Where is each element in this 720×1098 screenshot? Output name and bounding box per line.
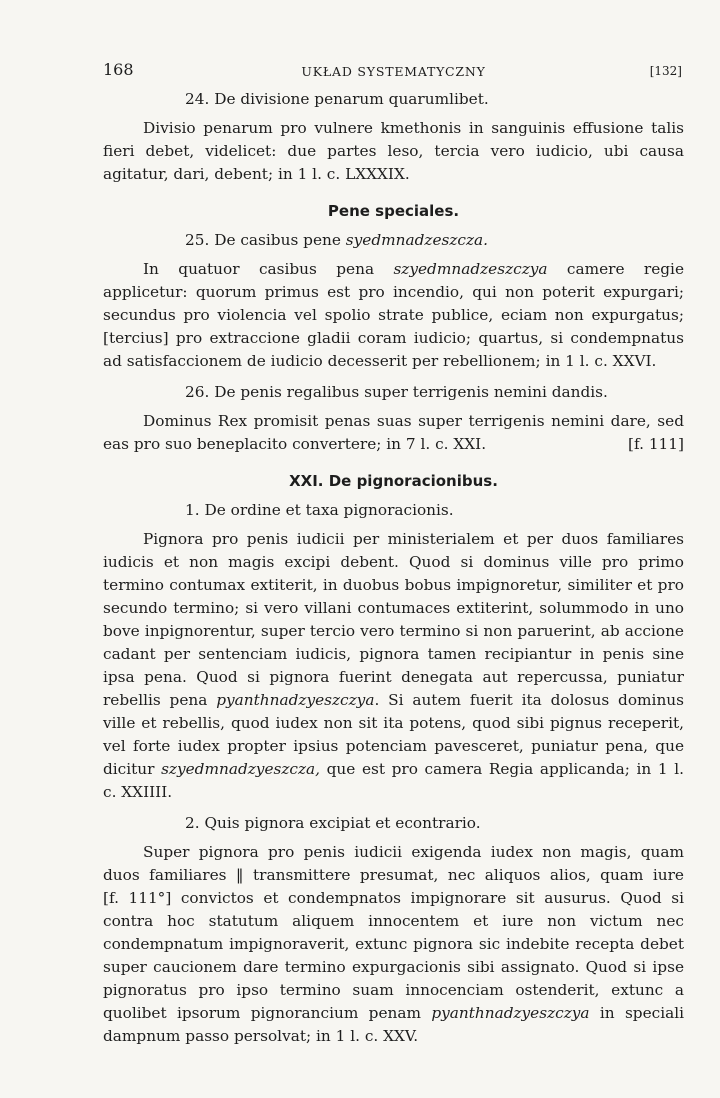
section-1-italic-a: pyanthnadzyeszczya	[216, 691, 375, 709]
document-page	[103, 56, 684, 1056]
section-1-text	[103, 528, 684, 804]
running-header	[103, 56, 684, 86]
section-1-heading: 1. De ordine et taxa pignoracionis.	[185, 501, 454, 519]
section-2-text	[103, 841, 684, 1048]
section-25-text-b: camere regie applicetur: quorum primus est pro incendio, qui non poterit expurgari; secundus pro violencia vel spolio strate publice, eciam non expurgatus; [tercius] pro extraccione gladii coram iudicio; quartus, si condempnatus ad satisfaccionem de iudicio decesserit per rebellionem; in 1 l. c. XXVI.	[103, 260, 685, 370]
section-25-text-italic: szyedmnadzeszczya	[393, 260, 548, 278]
header-title: UKŁAD SYSTEMATYCZNY	[301, 64, 486, 79]
section-24-heading: 24. De divisione penarum quarumlibet.	[185, 90, 489, 108]
section-25-heading-text: 25. De casibus pene	[185, 231, 346, 249]
section-1-text-c: que est pro camera Regia applicanda; in 1 l. c. XXIIII.	[103, 760, 684, 801]
section-24-text: Divisio penarum pro vulnere kmethonis in sanguinis effusione talis fieri debet, videlicet: due partes leso, tercia vero iudicio, ubi causa agitatur, dari, debent; in 1 l. c. LXXXIX.	[103, 119, 684, 183]
section-2-text-b: convictos et condempnatos impignorare sit ausurus. Quod si contra hoc statutum aliquem innocentem et iure non victum nec condempnatum impignoraverit, extunc pignora sic indebite recepta debet super caucionem dare termino expurgacionis sibi assignato. Quod si ipse pignoratus pro ipso termino suam innocenciam ostenderit, extunc a quolibet ipsorum pignorancium penam	[103, 889, 685, 1022]
folio-ref-inline: [f. 111°]	[103, 889, 172, 907]
pene-speciales-heading: Pene speciales.	[327, 202, 460, 220]
folio-ref: [f. 111]	[628, 435, 684, 453]
section-26-heading: 26. De penis regalibus super terrigenis nemini dandis.	[185, 383, 608, 401]
page-number: 168	[103, 60, 134, 79]
section-25-heading	[103, 229, 684, 252]
section-2-italic: pyanthnadzyeszczya	[431, 1004, 590, 1022]
header-ref: [132]	[649, 64, 682, 78]
section-1-italic-b: szyedmnadzyeszcza,	[161, 760, 321, 778]
section-2-text-a: Super pignora pro penis iudicii exigenda iudex non magis, quam duos familiares ‖ transmittere presumat, nec aliquos alios, quam iure	[103, 843, 684, 884]
section-2-heading: 2. Quis pignora excipiat et econtrario.	[185, 814, 481, 832]
section-1-text-b: . Si autem fuerit ita dolosus dominus ville et rebellis, quod iudex non sit ita potens, quod sibi pignus receperit, vel forte iudex propter ipsius potenciam pavesceret, puniatur pena, que dicitur	[103, 691, 685, 778]
section-25-heading-italic: syedmnadzeszcza.	[345, 231, 489, 249]
chapter-xxi-heading: XXI. De pignoracionibus.	[289, 472, 498, 490]
section-25-text-a: In quatuor casibus pena	[143, 260, 394, 278]
section-25-text	[103, 258, 684, 373]
section-26-text	[103, 410, 684, 456]
section-1-text-a: Pignora pro penis iudicii per ministerialem et per duos familiares iudicis et non magis excipi debent. Quod si dominus ville pro primo termino contumax extiterit, in duobus bobus impignoretur, similiter et pro secundo termino; si vero villani contumaces extiterint, solummodo in uno bove inpignorentur, super tercio vero termino si non paruerint, ab accione cadant per sentenciam iudicis, pignora tamen recipiantur in penis sine ipsa pena. Quod si pignora fuerint denegata aut repercussa, puniatur rebellis pena	[103, 530, 684, 709]
section-26-text-body: Dominus Rex promisit penas suas super terrigenis nemini dare, sed eas pro suo beneplacito convertere; in 7 l. c. XXI.	[103, 412, 684, 453]
section-2-text-c: in speciali dampnum passo persolvat; in 1 l. c. XXV.	[103, 1004, 685, 1045]
